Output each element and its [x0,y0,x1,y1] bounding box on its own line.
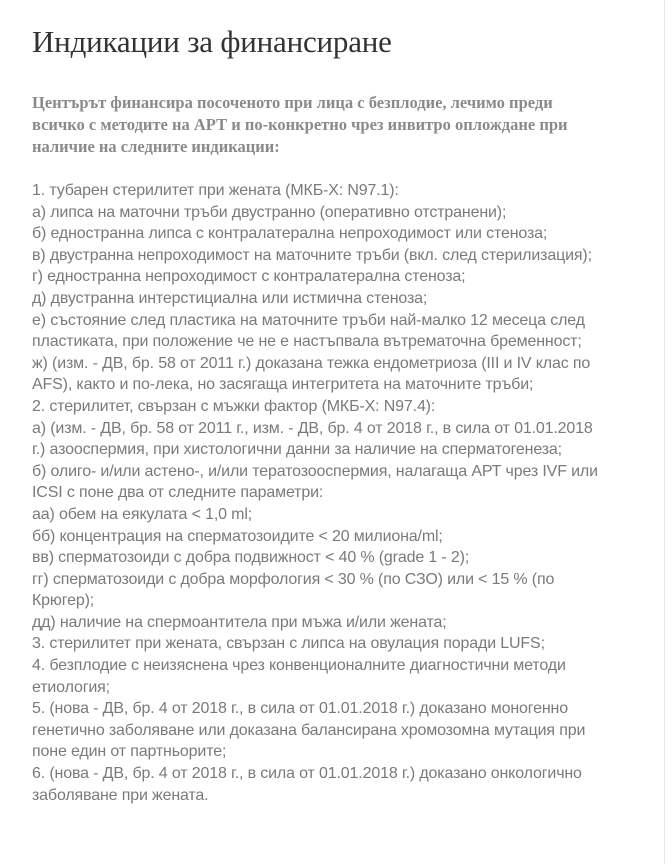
indication-line: е) състояние след пластика на маточните тръби най-малко 12 месеца след [32,311,585,329]
page-edge-divider [664,0,665,864]
indication-line: в) двустранна непроходимост на маточните тръби (вкл. след стерилизация); [32,246,592,264]
indication-line: б) едностранна липса с контралатерална непроходимост или стеноза; [32,225,548,243]
indication-line: а) липса на маточни тръби двустранно (оперативно отстранени); [32,203,507,221]
indication-line: 5. (нова - ДВ, бр. 4 от 2018 г., в сила от 01.01.2018 г.) доказано моногенно [32,700,568,718]
indication-line: Крюгер); [32,592,95,610]
indication-line: пластиката, при положение че не е настъпвала вътрематочна бременност; [32,333,582,351]
indication-line: аа) обем на еякулата < 1,0 ml; [32,505,253,523]
indication-line: б) олиго- и/или астено-, и/или тератозооспермия, налагаща АРТ чрез IVF или [32,462,598,480]
indication-line: г.) азооспермия, при хистологични данни за наличие на сперматогенеза; [32,441,562,459]
intro-line: всичко с методите на АРТ и по-конкретно чрез инвитро оплождане при [32,115,568,134]
indication-line: гг) сперматозоиди с добра морфология < 30 % (по СЗО) или < 15 % (по [32,570,555,588]
intro-paragraph [32,92,568,158]
indication-line: етиология; [32,678,110,696]
indications-list [32,180,598,806]
indication-line: 2. стерилитет, свързан с мъжки фактор (МКБ-X: N97.4): [32,397,436,415]
page-title: Индикации за финансиране [32,24,392,59]
indication-line: 4. безплодие с неизяснена чрез конвенционалните диагностични методи [32,657,566,675]
indication-line: ж) (изм. - ДВ, бр. 58 от 2011 г.) доказана тежка ендометриоза (III и IV клас по [32,354,591,372]
intro-line: Центърът финансира посоченото при лица с безплодие, лечимо преди [32,93,553,112]
indication-line: 1. тубарен стерилитет при жената (МКБ-X: N97.1): [32,182,399,199]
indication-line: поне един от партньорите; [32,743,227,761]
indication-line: генетично заболяване или доказана балансирана хромозомна мутация при [32,721,586,739]
indication-line: бб) концентрация на сперматозоидите < 20 милиона/ml; [32,527,443,545]
indication-line: дд) наличие на спермоантитела при мъжа и/или жената; [32,613,447,631]
indication-line: ICSI с поне два от следните параметри: [32,484,324,502]
intro-line: наличие на следните индикации: [32,137,280,156]
indication-line: а) (изм. - ДВ, бр. 58 от 2011 г., изм. - ДВ, бр. 4 от 2018 г., в сила от 01.01.2018 [32,419,593,437]
indication-line: AFS), както и по-лека, но засягаща интегритета на маточните тръби; [32,376,534,394]
indication-line: д) двустранна интерстициална или истмична стеноза; [32,289,428,307]
indication-line: заболяване при жената. [32,786,209,804]
indication-line: 3. стерилитет при жената, свързан с липса на овулация поради LUFS; [32,635,545,653]
indication-line: г) едностранна непроходимост с контралатерална стеноза; [32,268,466,286]
indication-line: 6. (нова - ДВ, бр. 4 от 2018 г., в сила от 01.01.2018 г.) доказано онкологично [32,765,582,783]
indication-line: вв) сперматозоиди с добра подвижност < 40 % (grade 1 - 2); [32,549,470,567]
